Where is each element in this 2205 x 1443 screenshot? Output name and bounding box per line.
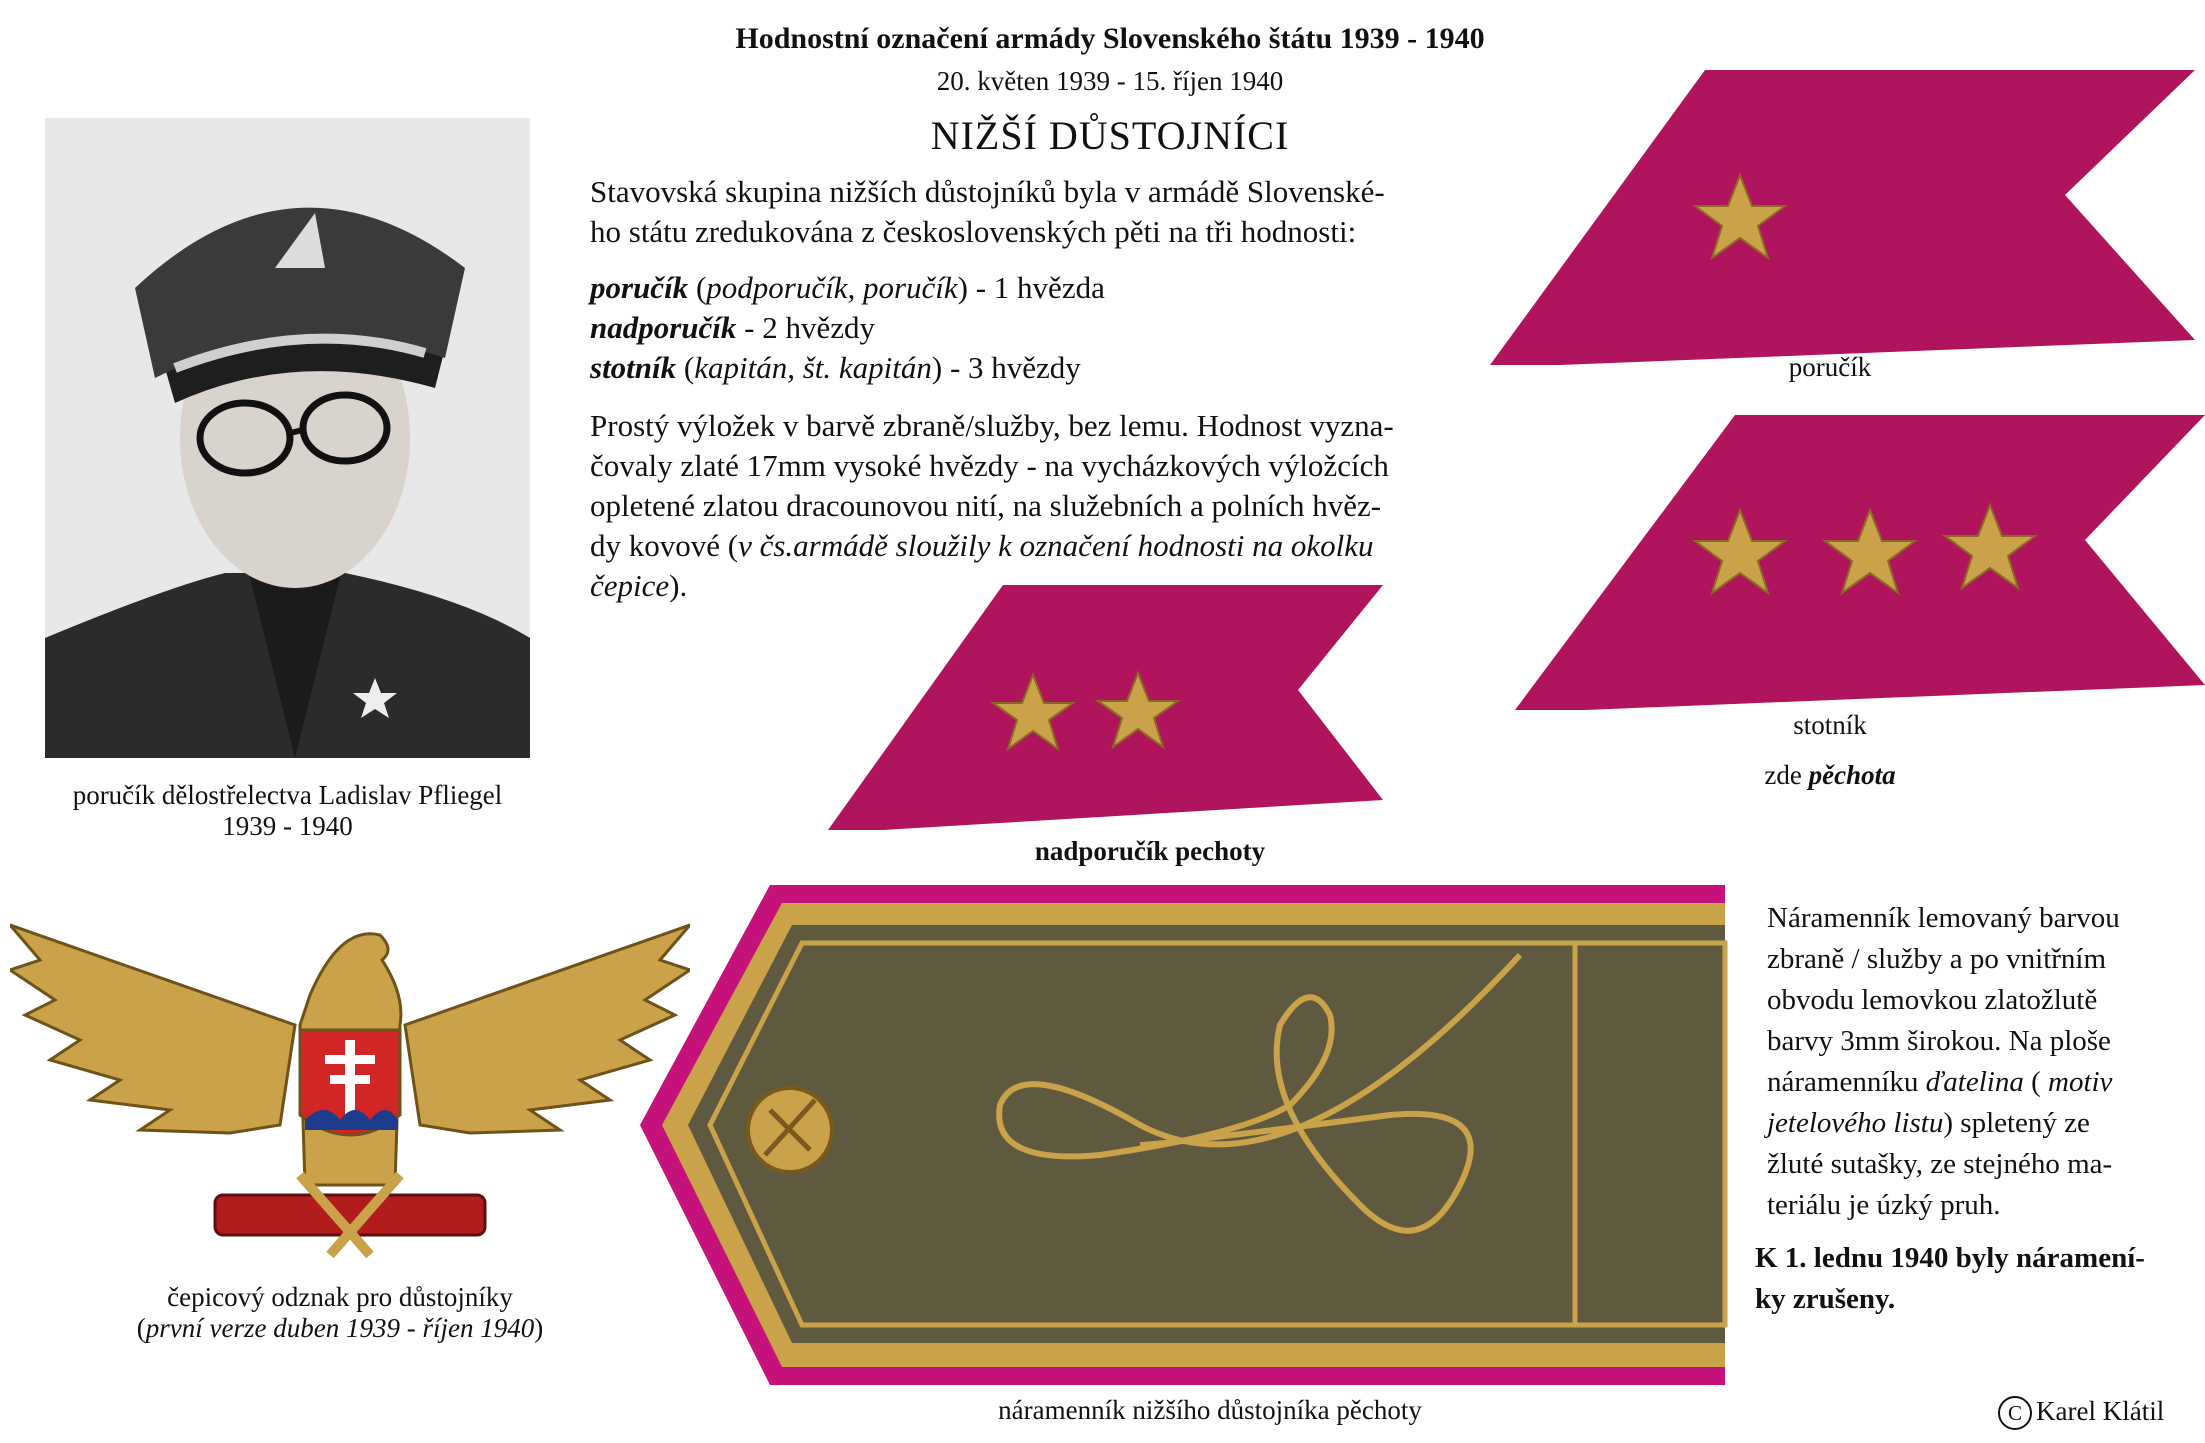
description-italic: motiv [2048,1066,2113,1098]
intro-paragraph [590,172,1490,252]
description-text: náramenníku [1767,1066,1926,1098]
description-text: dy kovové ( [590,528,739,563]
cap-badge-eagle [10,905,690,1260]
intro-line: Stavovská skupina nižších důstojníků byla v armádě Slovenské- [590,174,1385,209]
officer-photo [45,118,530,758]
collar-note-stotnik [1700,760,1960,791]
description-line [1767,1062,2187,1103]
collar-caption-porucik: poručík [1788,352,1872,382]
shoulder-board-caption: náramenník nižšího důstojníka pěchoty [998,1395,1422,1425]
collar-patch-stotnik [1515,415,2205,715]
page-subtitle: 20. květen 1939 - 15. říjen 1940 [936,66,1284,96]
badge-caption: čepicový odznak pro důstojníky (první verze duben 1939 - říjen 1940) [60,1282,620,1344]
description-line: teriálu je úzký pruh. [1767,1189,2001,1221]
description-line: obvodu lemovkou zlatožlutě [1767,984,2098,1016]
description-italic: čepice [590,568,670,603]
rank-list [590,268,1490,388]
abolition-note [1755,1238,2195,1320]
photo-caption-line: poručík dělostřelectva Ladislav Pfliegel [72,780,503,810]
photo-caption-line: 1939 - 1940 [222,811,353,841]
abolition-line: ky zrušeny. [1755,1283,1896,1315]
rank-alt: podporučík, poručík [706,270,958,305]
copyright-author: Karel Klátil [2036,1396,2165,1426]
description-italic: ďatelina [1925,1066,2024,1098]
button-icon [748,1088,832,1172]
rank-item [590,308,1490,348]
fasces [215,1175,485,1255]
rank-item: poručík (podporučík, poručík) - 1 hvězda [590,270,1105,305]
badge-caption-line: čepicový odznak pro důstojníky [167,1282,513,1312]
officer-portrait-graphic [45,118,530,758]
collar-patch-shape [1490,70,2195,365]
rank-item: stotník (kapitán, št. kapitán) - 3 hvězdy [590,350,1081,385]
rank-name: nadporučík [590,310,737,345]
copyright-notice [1998,1396,2164,1430]
description-line [590,526,1490,566]
badge-caption-italic: první verze duben 1939 - říjen 1940 [145,1313,535,1343]
eagle-wing-left [10,925,295,1133]
description-line: zbraně / služby a po vnitřním [1767,943,2107,975]
copyright-icon: C [1998,1396,2032,1430]
rank-stars: - 3 hvězdy [949,350,1081,385]
rank-alt: kapitán, št. kapitán [694,350,932,385]
description-italic: jetelového listu [1767,1107,1944,1139]
rank-name: poručík [590,270,689,305]
shoulder-board [640,885,1730,1395]
intro-line: ho státu zredukována z československých pěti na tři hodnosti: [590,214,1357,249]
shoulder-board-description [1767,898,2187,1226]
description-text: ). [669,568,688,603]
note-text: zde [1764,760,1809,790]
rank-stars: - 2 hvězdy [744,310,876,345]
page-title: Hodnostní označení armády Slovenského štátu 1939 - 1940 [735,22,1485,55]
description-text: ) spletený ze [1943,1107,2090,1139]
section-heading: NIŽŠÍ DŮSTOJNÍCI [930,113,1290,158]
collar-caption-stotnik: stotník [1793,710,1867,740]
note-bold: pěchota [1808,760,1896,790]
collar-patch-nadporucik [828,585,1383,835]
description-text: ( [2023,1066,2048,1098]
description-line: čovaly zlaté 17mm vysoké hvězdy - na vycházkových výložcích [590,448,1389,483]
abolition-line: K 1. lednu 1940 byly náramení- [1755,1242,2145,1274]
description-line: barvy 3mm širokou. Na ploše [1767,1025,2111,1057]
rank-stars: - 1 hvězda [975,270,1105,305]
description-paragraph [590,406,1490,606]
description-line [1767,1103,2187,1144]
description-italic: v čs.armádě sloužily k označení hodnosti na okolku [738,528,1374,563]
collar-patch-porucik [1490,70,2195,370]
description-line: Prostý výložek v barvě zbraně/služby, bez lemu. Hodnost vyzna- [590,408,1394,443]
slovak-shield [300,1030,400,1135]
description-line: Náramenník lemovaný barvou [1767,902,2120,934]
collar-caption-nadporucik: nadporučík pechoty [1034,836,1266,866]
description-line: opletené zlatou dracounovou nití, na služebních a polních hvěz- [590,488,1382,523]
rank-name: stotník [590,350,677,385]
description-line: žluté sutašky, ze stejného ma- [1767,1148,2113,1180]
photo-caption [20,780,555,842]
